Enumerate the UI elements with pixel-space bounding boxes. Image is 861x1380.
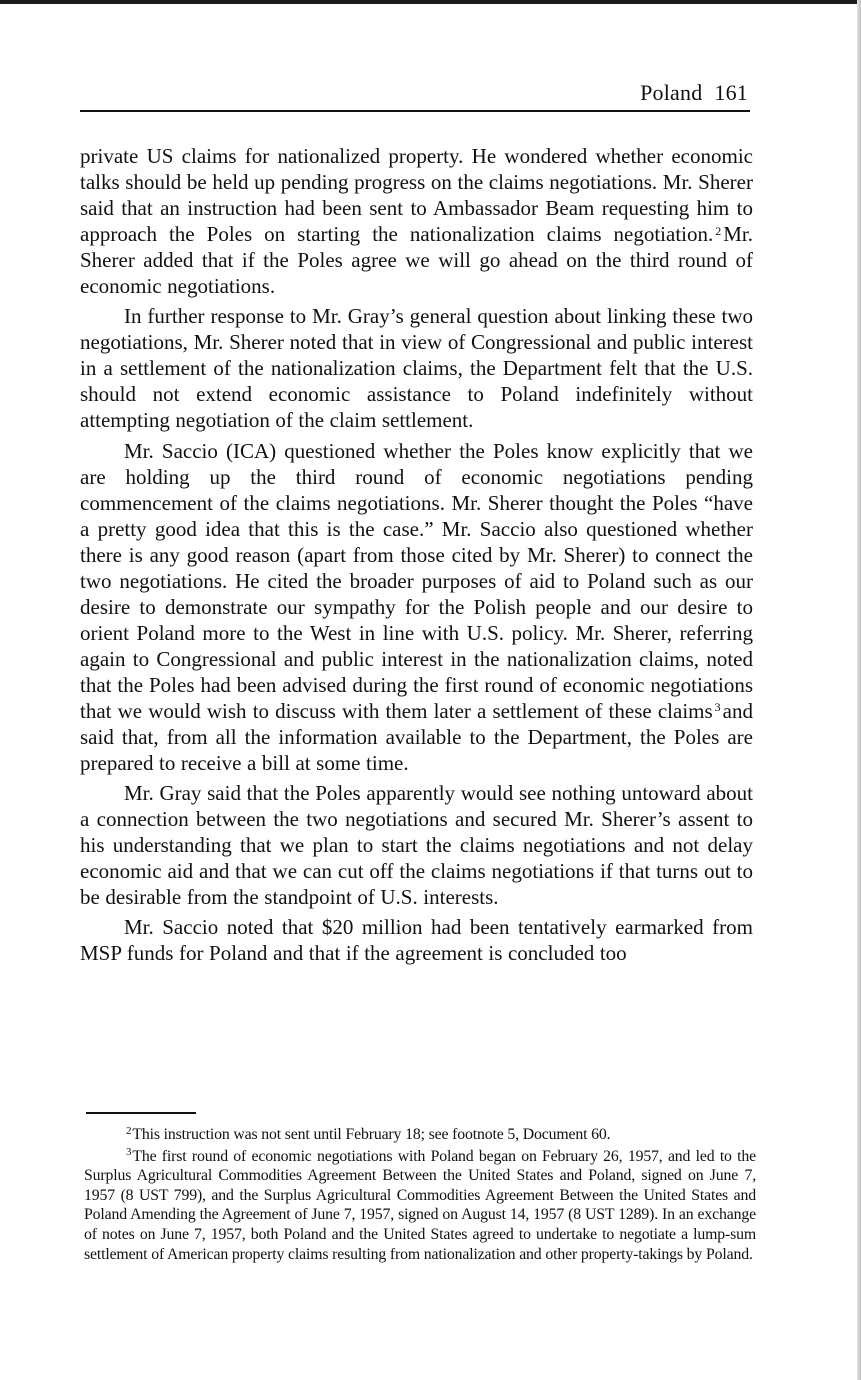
paragraph-5: Mr. Saccio noted that $20 million had been tentatively earmarked from MSP funds for Poland and that if the agreement is concluded too [80, 915, 753, 966]
paragraph-4: Mr. Gray said that the Poles apparently would see nothing untoward about a connection between the two negotiations and secured Mr. Sherer’s assent to his understanding that we plan to start the claims negotiations and not delay economic aid and that we can cut off the claims negotiations if that turns out to be desirable from the standpoint of U.S. interests. [80, 781, 753, 910]
page-number: 161 [714, 80, 748, 105]
footnote-ref-3: 3 [714, 700, 721, 715]
footnote-3-text: The first round of economic negotiations with Poland began on February 26, 1957, and led to the Surplus Agricultural Commodities Agreement Between the United States and Poland, signed on June 7, 1957 (8 UST 799), and the Surplus Agricultural Commodities Agreement Between the United States and Poland Amending the Agreement of June 7, 1957, signed on August 14, 1957 (8 UST 1289). In an exchange of notes on June 7, 1957, both Poland and the United States agreed to undertake to negotiate a lump-sum settlement of American property claims resulting from nationalization and other property-takings by Poland. [84, 1147, 756, 1263]
footnote-3 [84, 1147, 756, 1265]
body-text [80, 143, 753, 970]
footnote-3-marker: 3 [126, 1146, 132, 1159]
footnote-2-marker: 2 [126, 1124, 132, 1137]
footnote-ref-2: 2 [715, 223, 722, 238]
footnotes [84, 1125, 756, 1266]
paragraph-3 [80, 438, 753, 777]
page-top-border [0, 0, 861, 4]
page-right-edge [857, 0, 861, 1380]
paragraph-3-text-b: and said that, from all the information available to the Department, the Poles are prepared to receive a bill at some time. [80, 698, 753, 776]
footnote-2-text: This instruction was not sent until February 18; see footnote 5, Document 60. [132, 1126, 611, 1143]
running-head [640, 80, 748, 106]
paragraph-2: In further response to Mr. Gray’s general question about linking these two negotiations, Mr. Sherer noted that in view of Congressional and public interest in a settlement of the nationalization claims, the Department felt that the U.S. should not extend economic assistance to Poland indefinitely without attempting negotiation of the claim settlement. [80, 304, 753, 433]
running-header [80, 78, 750, 112]
footnote-separator [86, 1112, 196, 1114]
paragraph-1-text-a: private US claims for nationalized property. He wondered whether economic talks should be held up pending progress on the claims negotiations. Mr. Sherer said that an instruction had been sent to Ambassador Beam requesting him to approach the Poles on starting the nationalization claims negotiation. [80, 144, 753, 247]
paragraph-1-text-b: Mr. Sherer added that if the Poles agree we will go ahead on the third round of economic negotiations. [80, 222, 753, 299]
footnote-2 [84, 1125, 756, 1145]
paragraph-3-text-a: Mr. Saccio (ICA) questioned whether the Poles know explicitly that we are holding up the third round of economic negotiations pending commencement of the claims negotiations. Mr. Sherer thought the Poles “have a pretty good idea that this is the case.” Mr. Saccio also questioned whether there is any good reason (apart from those cited by Mr. Sherer) to connect the two negotiations. He cited the broader purposes of aid to Poland such as our desire to demonstrate our sympathy for the Polish people and our desire to orient Poland more to the West in line with U.S. policy. Mr. Sherer, referring again to Congressional and public interest in the nationalization claims, noted that the Poles had been advised during the first round of economic negotiations that we would wish to discuss with them later a settlement of these claims [80, 438, 753, 723]
running-head-title: Poland [640, 80, 703, 105]
paragraph-1 [80, 143, 753, 299]
